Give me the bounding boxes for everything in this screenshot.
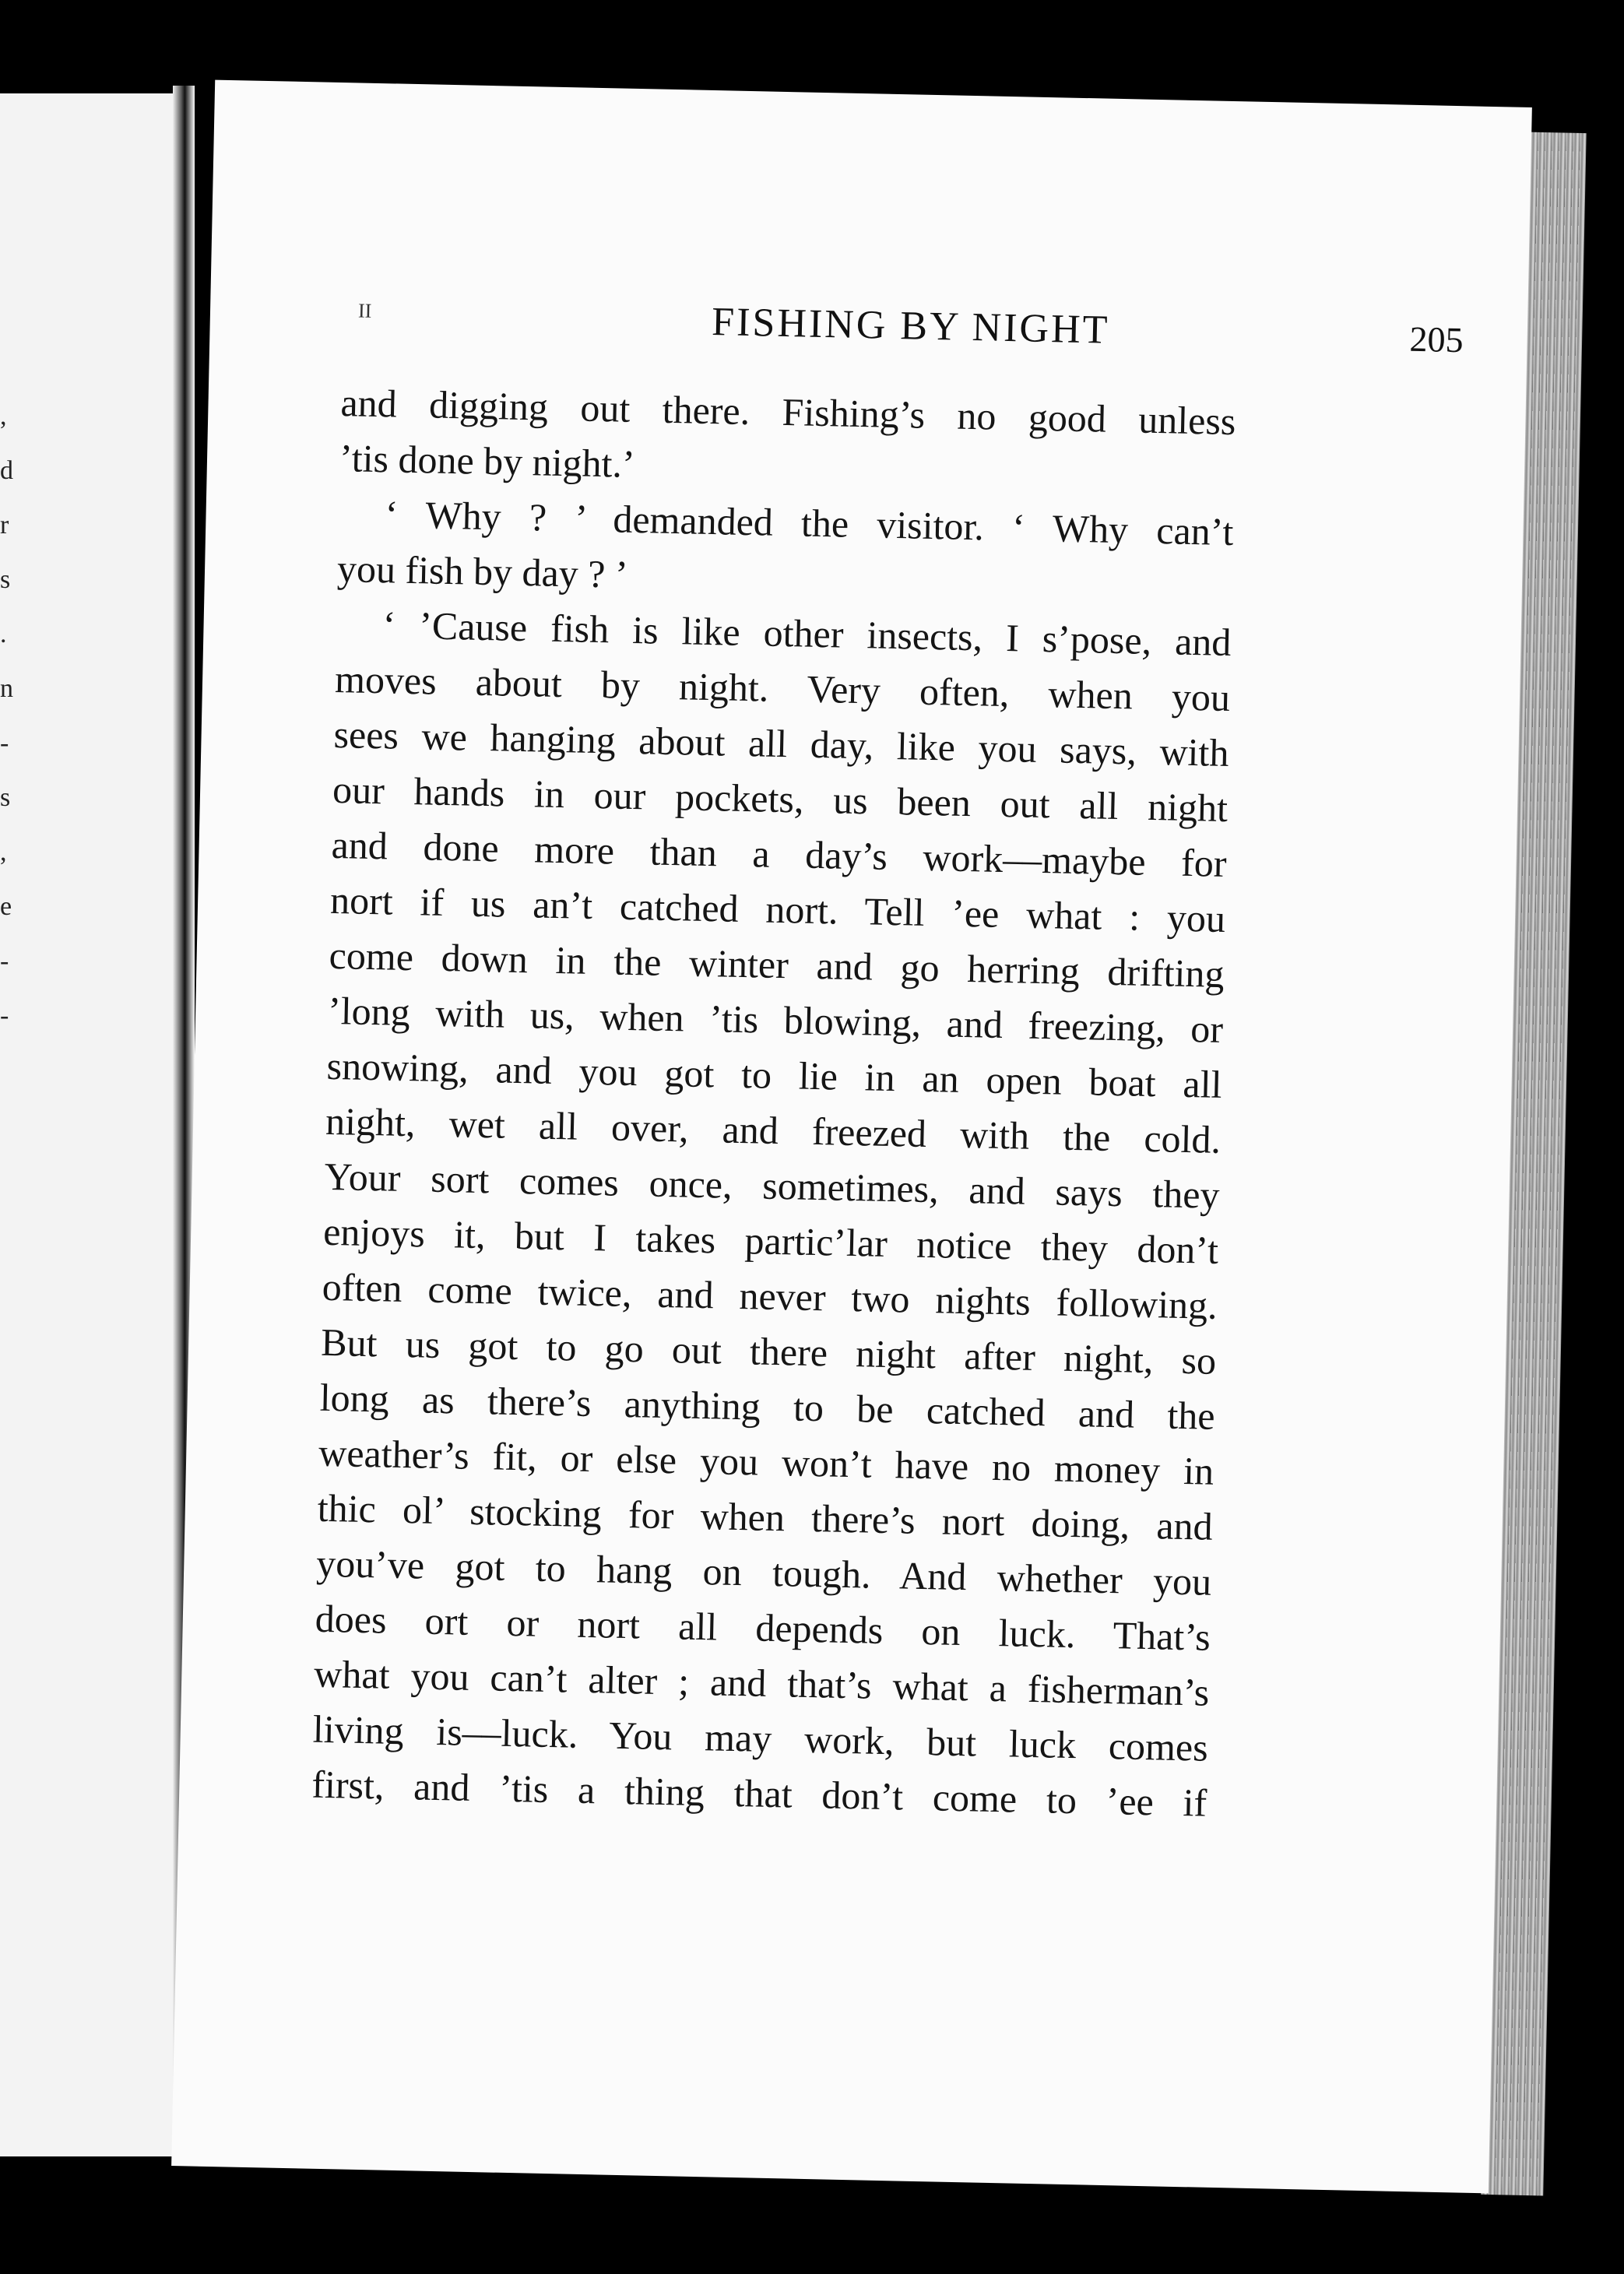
text-line: does ort or nort all depends on luck. That’s [315,1596,1211,1659]
body-text [311,375,1236,1831]
text-line: you’ve got to hang on tough. And whether you [315,1541,1212,1604]
text-line: you fish by day ? ’ [336,547,629,596]
facing-page-edge-text: , d r s . n - s , e - - [0,402,13,1030]
text-line: what you can’t alter ; and that’s what a fisherman’s [313,1651,1210,1714]
text-line: ‘ Why ? ’ demanded the visitor. ‘ Why can’t [385,492,1234,554]
text-line: snowing, and you got to lie in an open boat all [326,1043,1223,1106]
text-line: sees we hanging about all day, like you says, with [333,712,1230,775]
running-title: FISHING BY NIGHT [711,300,1110,353]
book-page [171,80,1532,2194]
text-line: living is––luck. You may work, but luck comes [312,1706,1209,1770]
page-number: 205 [1409,318,1464,360]
text-line: and done more than a day’s work––maybe for [331,822,1228,885]
text-line: But us got to go out there night after night, so [320,1320,1217,1383]
text-line: ’tis done by night.’ [339,436,636,486]
text-line: nort if us an’t catched nort. Tell ’ee what : you [329,877,1226,940]
facing-page [0,93,178,2156]
text-line: long as there’s anything to be catched and the [319,1375,1216,1438]
chapter-numeral: II [357,299,372,322]
text-line: our hands in our pockets, us been out all night [332,767,1229,831]
text-line: and digging out there. Fishing’s no good unless [340,381,1236,444]
text-line: thic ol’ stocking for when there’s nort doing, and [317,1485,1214,1548]
text-line: ‘ ’Cause fish is like other insects, I s’pose, and [382,603,1232,665]
text-line: ’long with us, when ’tis blowing, and freezing, or [327,988,1224,1051]
text-line: first, and ’tis a thing that don’t come to ’ee if [311,1762,1207,1825]
text-line: enjoys it, but I takes partic’lar notice they don’t [322,1209,1219,1272]
text-line: night, wet all over, and freezed with the cold. [325,1098,1222,1162]
text-line: Your sort comes once, sometimes, and says they [324,1154,1221,1217]
text-line: weather’s fit, or else you won’t have no money in [318,1430,1214,1493]
text-line: moves about by night. Very often, when you [334,656,1231,720]
text-line: often come twice, and never two nights following. [322,1264,1218,1327]
running-head [357,291,1464,369]
text-line: come down in the winter and go herring drifting [329,933,1225,996]
